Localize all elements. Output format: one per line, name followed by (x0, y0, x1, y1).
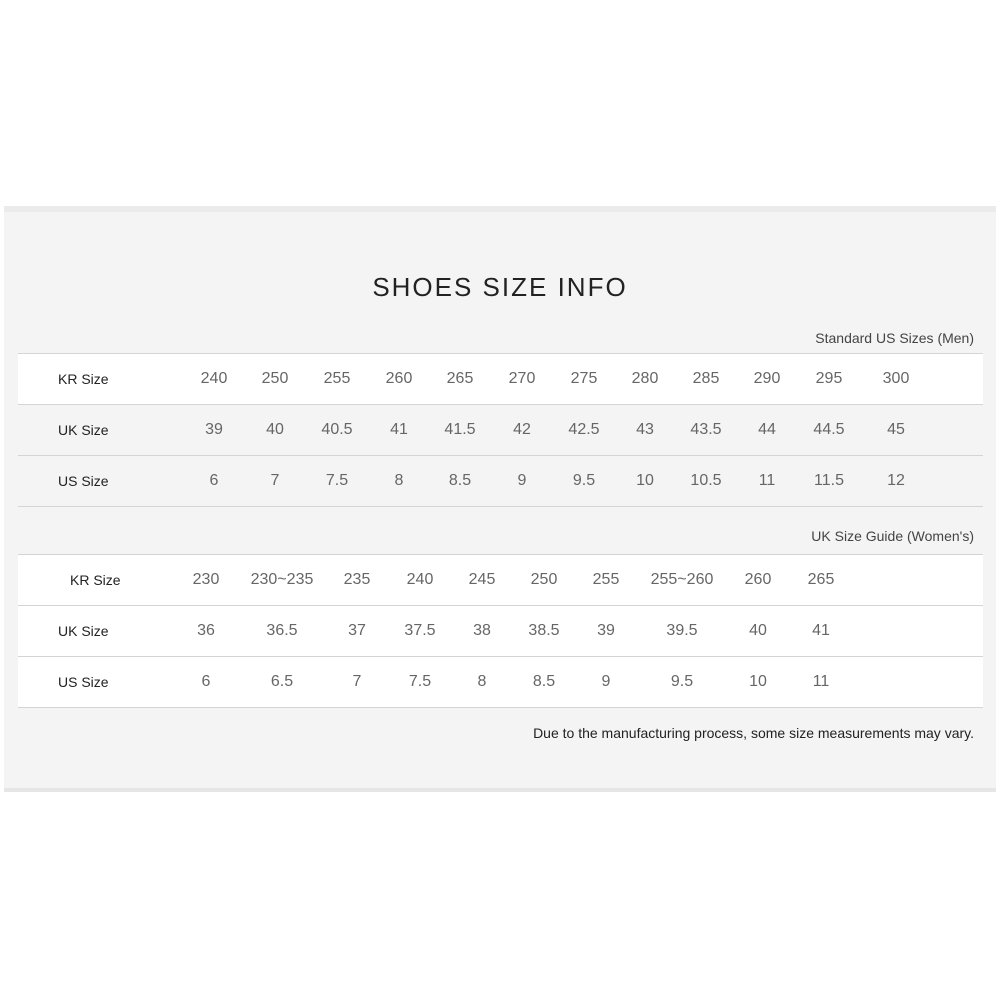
table-cell: 10.5 (690, 472, 722, 489)
table-cell: 8.5 (448, 472, 472, 489)
table-cell-empty (853, 555, 983, 606)
table-cell: 9.5 (572, 472, 596, 489)
table-cell: 290 (737, 354, 797, 405)
table-cell: 260 (369, 354, 429, 405)
women-table-caption: UK Size Guide (Women's) (811, 528, 974, 544)
table-cell: 260 (727, 555, 789, 606)
row-label: KR Size (18, 555, 173, 606)
table-row (18, 657, 983, 708)
table-cell: 230 (173, 555, 239, 606)
women-size-table (18, 554, 983, 708)
table-cell: 8 (394, 472, 404, 489)
table-cell: 240 (389, 555, 451, 606)
table-cell: 41 (789, 606, 853, 657)
table-cell: 7.5 (389, 657, 451, 708)
table-cell-empty (853, 657, 983, 708)
table-cell-empty (931, 354, 983, 405)
table-cell: 6 (173, 657, 239, 708)
row-label: UK Size (18, 606, 173, 657)
table-cell: 265 (789, 555, 853, 606)
table-row (18, 606, 983, 657)
table-cell: 38 (451, 606, 513, 657)
table-cell: 38.5 (513, 606, 575, 657)
table-cell: 37 (325, 606, 389, 657)
table-cell: 44.5 (813, 421, 845, 438)
table-cell: 40.5 (321, 421, 353, 438)
table-cell: 245 (451, 555, 513, 606)
men-size-table (18, 353, 983, 507)
table-cell: 255~260 (637, 555, 727, 606)
table-cell: 37.5 (389, 606, 451, 657)
table-cell: 7 (325, 657, 389, 708)
table-cell: 41 (390, 421, 408, 438)
table-cell: 8 (451, 657, 513, 708)
table-cell: 285 (675, 354, 737, 405)
row-label: US Size (58, 473, 109, 489)
table-cell: 6.5 (239, 657, 325, 708)
table-cell: 255 (305, 354, 369, 405)
table-cell: 6 (209, 472, 219, 489)
table-cell: 39 (205, 421, 223, 438)
table-cell: 250 (513, 555, 575, 606)
table-cell: 250 (245, 354, 305, 405)
row-label: KR Size (18, 354, 183, 405)
table-cell: 40 (266, 421, 284, 438)
table-cell: 270 (491, 354, 553, 405)
table-cell: 7.5 (325, 472, 349, 489)
table-cell-empty (931, 456, 983, 507)
table-cell: 45 (887, 421, 905, 438)
table-cell: 10 (636, 472, 654, 489)
men-table-caption: Standard US Sizes (Men) (815, 330, 974, 346)
table-row (18, 405, 983, 456)
table-row (18, 456, 983, 507)
table-cell: 300 (861, 354, 931, 405)
table-cell: 11 (789, 657, 853, 708)
table-cell: 295 (797, 354, 861, 405)
table-cell: 9.5 (637, 657, 727, 708)
table-cell: 7 (270, 472, 280, 489)
table-cell: 36 (173, 606, 239, 657)
table-cell: 39 (575, 606, 637, 657)
table-cell: 40 (727, 606, 789, 657)
table-cell-empty (931, 405, 983, 456)
page-title: SHOES SIZE INFO (372, 272, 628, 302)
row-label: US Size (18, 657, 173, 708)
table-cell: 255 (575, 555, 637, 606)
table-cell: 235 (325, 555, 389, 606)
table-cell: 9 (575, 657, 637, 708)
table-cell: 36.5 (239, 606, 325, 657)
table-cell: 44 (758, 421, 776, 438)
table-cell: 265 (429, 354, 491, 405)
table-cell: 11 (758, 472, 776, 489)
table-cell: 41.5 (444, 421, 476, 438)
size-info-panel (4, 206, 996, 792)
table-cell-empty (853, 606, 983, 657)
table-cell: 9 (517, 472, 527, 489)
table-row (18, 354, 983, 405)
size-disclaimer-note: Due to the manufacturing process, some size measurements may vary. (533, 725, 974, 741)
table-cell: 8.5 (513, 657, 575, 708)
table-row (18, 555, 983, 606)
table-cell: 11.5 (814, 472, 844, 489)
table-cell: 240 (183, 354, 245, 405)
table-cell: 10 (727, 657, 789, 708)
table-cell: 42.5 (568, 421, 600, 438)
table-cell: 280 (615, 354, 675, 405)
table-cell: 42 (513, 421, 531, 438)
table-cell: 39.5 (637, 606, 727, 657)
table-cell: 43 (636, 421, 654, 438)
table-cell: 230~235 (239, 555, 325, 606)
row-label: UK Size (58, 422, 109, 438)
table-cell: 43.5 (690, 421, 722, 438)
table-cell: 12 (887, 472, 905, 489)
table-cell: 275 (553, 354, 615, 405)
